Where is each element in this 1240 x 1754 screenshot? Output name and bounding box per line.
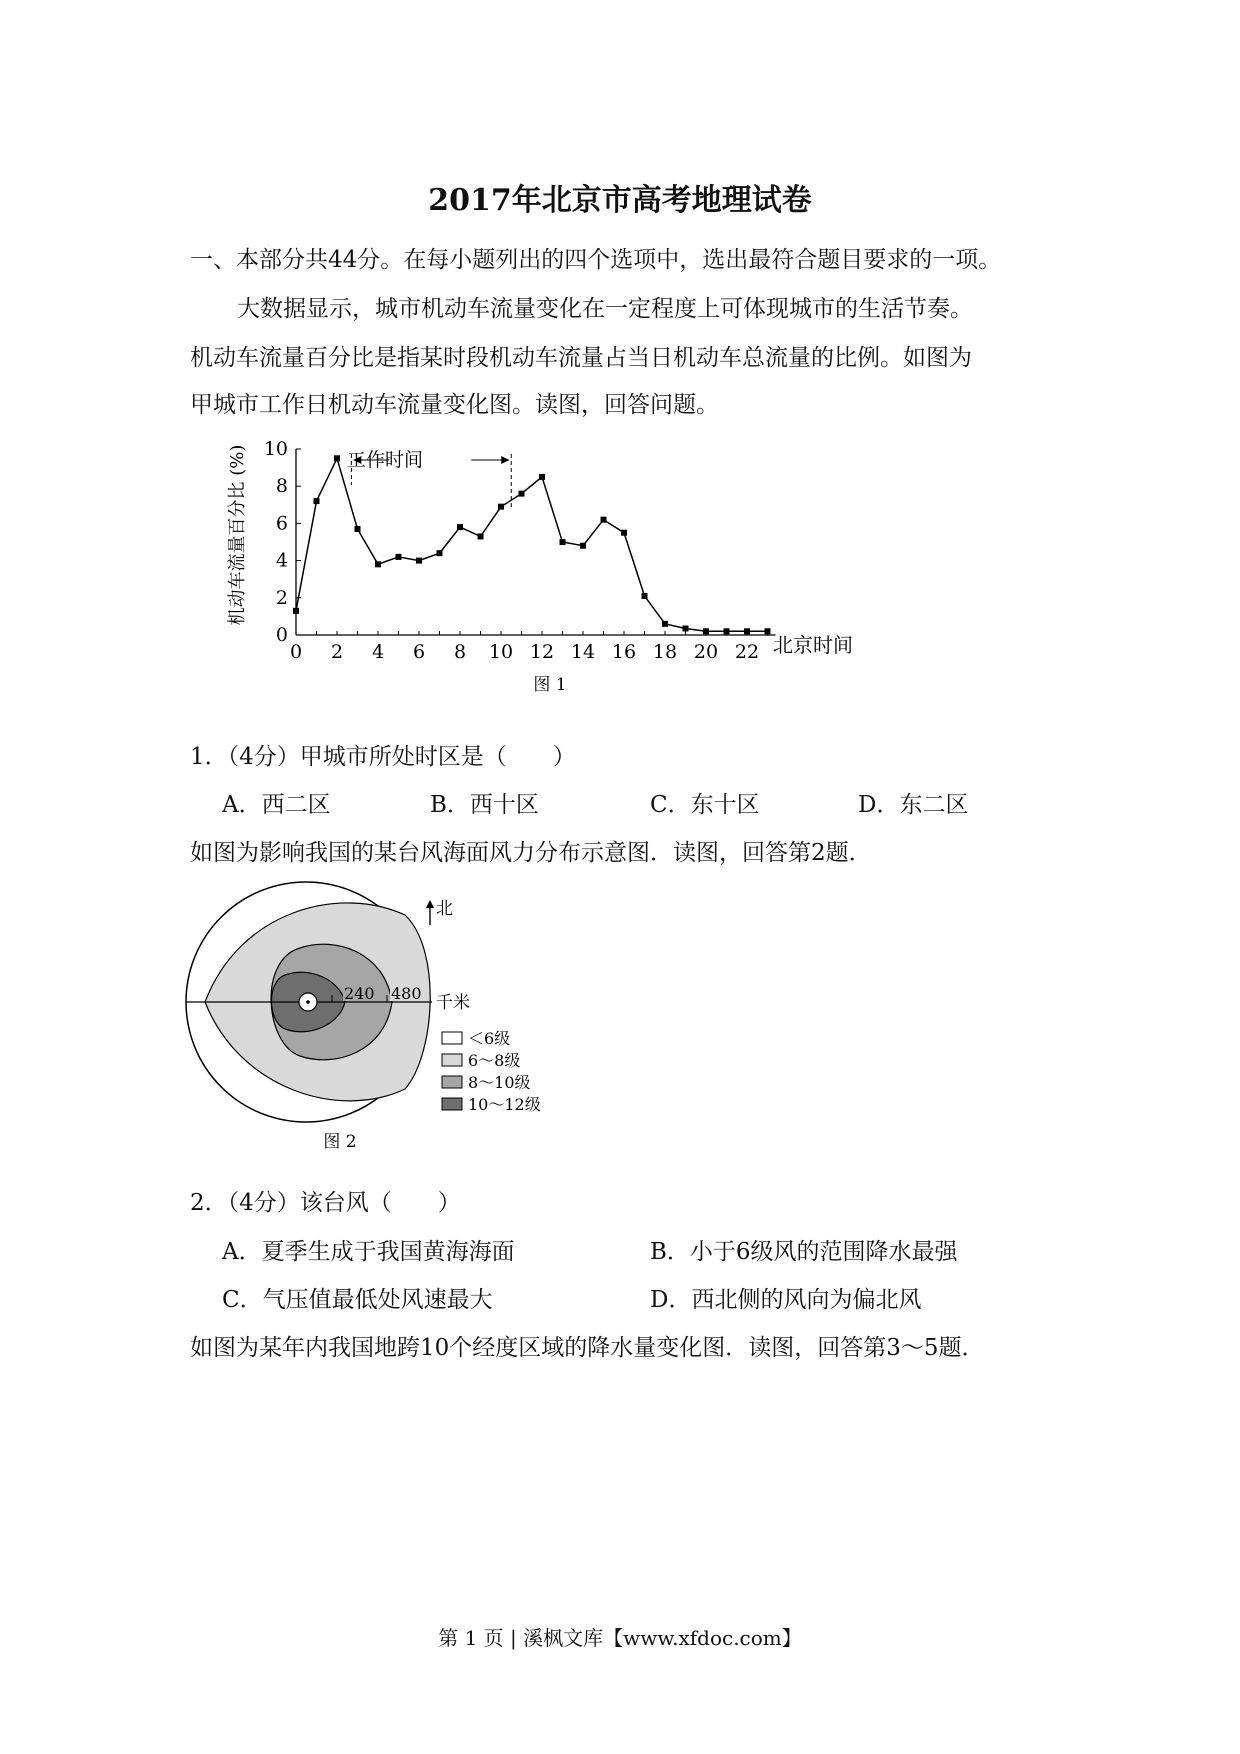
legend-swatch-4 bbox=[442, 1098, 462, 1110]
data-point bbox=[683, 625, 689, 631]
q1-stem: 1．（4分）甲城市所处时区是（ ） bbox=[190, 744, 576, 770]
data-point bbox=[662, 621, 668, 627]
x-tick-label: 6 bbox=[412, 641, 426, 663]
x-tick-label: 22 bbox=[734, 641, 760, 663]
page-footer: 第 1 页 | 溪枫文库【www.xfdoc.com】 bbox=[438, 1626, 802, 1650]
eye-center bbox=[306, 1000, 310, 1004]
data-point bbox=[396, 554, 402, 560]
x-tick-label: 10 bbox=[488, 641, 514, 663]
q2-option-b[interactable]: B．小于6级风的范围降水最强 bbox=[650, 1239, 958, 1265]
y-tick-label: 4 bbox=[275, 549, 288, 572]
north-label: 北 bbox=[436, 899, 453, 919]
figure1-ylabel: 机动车流量百分比 (%) bbox=[227, 444, 248, 626]
x-tick-label: 20 bbox=[693, 641, 719, 663]
q2-stem: 2．（4分）该台风（ ） bbox=[190, 1190, 461, 1216]
north-arrow-head-icon bbox=[426, 900, 434, 908]
data-point bbox=[539, 474, 545, 480]
q2-option-c[interactable]: C．气压值最低处风速最大 bbox=[222, 1287, 493, 1313]
figure1-chart bbox=[220, 430, 900, 700]
x-tick-label: 14 bbox=[570, 641, 596, 663]
q1-option-a[interactable]: A．西二区 bbox=[222, 792, 331, 818]
traffic-line bbox=[296, 458, 768, 631]
page-title: 2017年北京市高考地理试卷 bbox=[428, 183, 812, 218]
data-point bbox=[334, 455, 340, 461]
legend-swatch-3 bbox=[442, 1076, 462, 1088]
y-tick-label: 10 bbox=[263, 438, 288, 460]
section-header: 一、本部分共44分。在每小题列出的四个选项中，选出最符合题目要求的一项。 bbox=[190, 247, 1002, 273]
data-point bbox=[580, 543, 586, 549]
data-point bbox=[560, 539, 566, 545]
data-point bbox=[293, 608, 299, 614]
legend-label-4: 10～12级 bbox=[468, 1095, 541, 1114]
y-tick-label: 6 bbox=[275, 512, 288, 535]
y-tick-label: 8 bbox=[275, 475, 288, 498]
figure1-caption: 图 1 bbox=[533, 675, 567, 695]
data-point bbox=[601, 517, 607, 523]
figure2-diagram bbox=[180, 880, 580, 1150]
legend-swatch-1 bbox=[442, 1032, 462, 1044]
legend-label-1: ＜6级 bbox=[468, 1029, 511, 1048]
data-point bbox=[375, 561, 381, 567]
x-tick-label: 16 bbox=[611, 641, 637, 663]
data-point bbox=[457, 524, 463, 530]
x-tick-label: 12 bbox=[529, 641, 555, 663]
x-tick-label: 2 bbox=[330, 641, 344, 663]
figure2-caption: 图 2 bbox=[323, 1132, 357, 1150]
figure2-legend bbox=[442, 1029, 541, 1114]
data-point bbox=[437, 550, 443, 556]
scale-unit: 千米 bbox=[436, 993, 470, 1013]
data-point bbox=[744, 628, 750, 634]
legend-swatch-2 bbox=[442, 1054, 462, 1066]
q1-option-d[interactable]: D．东二区 bbox=[858, 792, 969, 818]
intro-line-3: 甲城市工作日机动车流量变化图。读图，回答问题。 bbox=[190, 392, 719, 418]
q1-option-b[interactable]: B．西十区 bbox=[430, 792, 539, 818]
x-tick-label: 4 bbox=[371, 641, 385, 663]
x-tick-label: 18 bbox=[652, 641, 678, 663]
data-point bbox=[498, 504, 504, 510]
q2-option-a[interactable]: A．夏季生成于我国黄海海面 bbox=[222, 1239, 515, 1265]
data-point bbox=[355, 526, 361, 532]
data-point bbox=[765, 628, 771, 634]
legend-label-2: 6～8级 bbox=[468, 1051, 521, 1070]
figure1-annotation: 工作时间 bbox=[346, 449, 424, 471]
x-tick-label: 0 bbox=[289, 641, 303, 663]
scale-label-240: 240 bbox=[344, 984, 375, 1003]
data-point bbox=[724, 628, 730, 634]
data-point bbox=[416, 558, 422, 564]
x-tick-label: 8 bbox=[453, 641, 467, 663]
data-point bbox=[314, 498, 320, 504]
work-arrow-right-head bbox=[501, 456, 509, 464]
q1-option-c[interactable]: C．东十区 bbox=[650, 792, 760, 818]
q2-option-d[interactable]: D．西北侧的风向为偏北风 bbox=[650, 1287, 922, 1313]
scale-label-480: 480 bbox=[391, 984, 422, 1003]
intro-3: 如图为某年内我国地跨10个经度区域的降水量变化图．读图，回答第3～5题． bbox=[190, 1335, 985, 1361]
intro-line-2: 机动车流量百分比是指某时段机动车流量占当日机动车总流量的比例。如图为 bbox=[190, 345, 972, 371]
data-point bbox=[519, 491, 525, 497]
y-tick-label: 2 bbox=[275, 586, 288, 609]
legend-label-3: 8～10级 bbox=[468, 1073, 531, 1092]
data-point bbox=[478, 533, 484, 539]
data-point bbox=[621, 530, 627, 536]
figure1-xlabel: 北京时间 bbox=[773, 633, 853, 657]
data-point bbox=[642, 593, 648, 599]
intro-2: 如图为影响我国的某台风海面风力分布示意图．读图，回答第2题． bbox=[190, 840, 872, 866]
y-tick-label: 0 bbox=[275, 624, 288, 646]
figure1-plot bbox=[264, 438, 776, 663]
intro-line-1: 大数据显示，城市机动车流量变化在一定程度上可体现城市的生活节奏。 bbox=[237, 296, 973, 322]
data-point bbox=[703, 628, 709, 634]
